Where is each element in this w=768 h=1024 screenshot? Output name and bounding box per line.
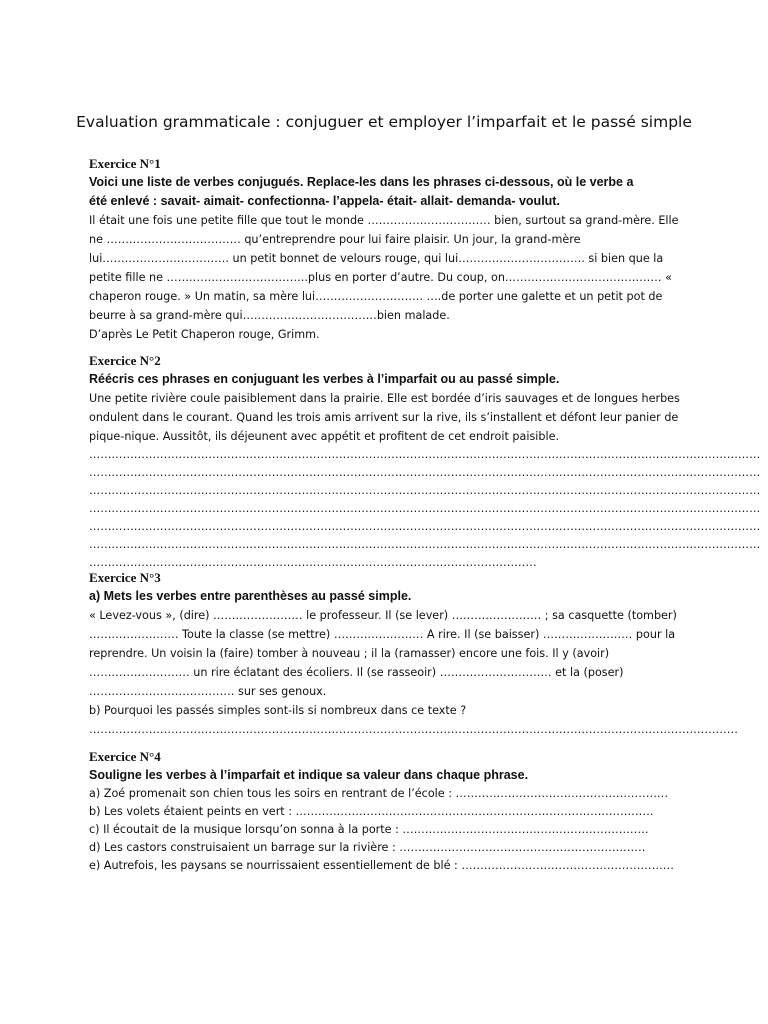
exercise-3-question: b) Pourquoi les passés simples sont-ils si nombreux dans ce texte ? (89, 704, 467, 717)
exercise-4-item: e) Autrefois, les paysans se nourrissaient essentiellement de blé : ………………………………………………… (89, 859, 674, 872)
exercise-2-answer-line: ……………………………………………………………………………………………………………………………………………………………… (89, 520, 761, 533)
exercise-1-text-line: Il était une fois une petite fille que tout le monde …………………………… bien, surtout sa grand-mère. Elle (89, 214, 679, 227)
exercise-1-text-line: ne ……………………………… qu’entreprendre pour lui faire plaisir. Un jour, la grand-mère (89, 233, 581, 246)
exercise-3 (89, 569, 738, 739)
exercise-2-answer-line: ……………………………………………………………………………………………………………………………………………………………… (89, 466, 761, 479)
exercise-1-text-line: beurre à sa grand-mère qui………………………………bien malade. (89, 309, 450, 322)
exercise-3-heading: Exercice N°3 (89, 570, 161, 585)
exercise-3-text-line: « Levez-vous », (dire) …………………… le professeur. Il (se lever) …………………… ; sa casquette (tomber) (89, 609, 677, 622)
exercise-3-answer-line: ………………………………………………………………………………………………………………………………………………………… (89, 723, 738, 736)
exercise-2-text-line: ondulent dans le courant. Quand les trois amis arrivent sur la rive, ils s’installent et défont leur panier de (89, 411, 679, 424)
exercise-2-text-line: Une petite rivière coule paisiblement dans la prairie. Elle est bordée d’iris sauvages et de longues herbes (89, 392, 680, 405)
exercise-4-item: b) Les volets étaient peints en vert : …………………………………………………………………………………… (89, 805, 654, 818)
exercise-4-item: d) Les castors construisaient un barrage sur la rivière : ………………………………………………………… (89, 841, 646, 854)
exercise-2-answer-line: ……………………………………………………………………………………………………………………………………………………………… (89, 502, 761, 515)
exercise-2-heading: Exercice N°2 (89, 353, 161, 368)
exercise-2-answer-line: ……………………………………………………………………………………………………………………………………………………………… (89, 448, 761, 461)
exercise-2-answer-line: ……………………………………………………………………………………………………………………………………………………………… (89, 484, 761, 497)
exercise-3-text-line: ……………………… un rire éclatant des écoliers. Il (se rasseoir) ………………………… et la (poser) (89, 666, 624, 679)
exercise-1-text-line: petite fille ne ………………………………..plus en porter d’autre. Du coup, on…………………………………… « (89, 271, 672, 284)
exercise-3-text-line: …………………… Toute la classe (se mettre) …………………… A rire. Il (se baisser) …………………… pour la (89, 628, 676, 641)
exercise-1-instruction-line: Voici une liste de verbes conjugués. Replace-les dans les phrases ci-dessous, où le verbe a (89, 175, 634, 189)
exercise-2-answer-line: ……………………………………………………………………………………………………………………………………………………………… (89, 538, 761, 551)
exercise-4 (89, 748, 689, 875)
exercise-2-text-line: pique-nique. Aussitôt, ils déjeunent avec appétit et profitent de cet endroit paisible. (89, 430, 560, 443)
exercise-2-answer-line: ………………………………………………………………………………………………………… (89, 556, 537, 569)
exercise-3-instruction: a) Mets les verbes entre parenthèses au passé simple. (89, 589, 412, 603)
exercise-3-text-line: reprendre. Un voisin la (faire) tomber à nouveau ; il la (ramasser) encore une fois. Il y (avoir) (89, 647, 610, 660)
exercise-4-item: c) Il écoutait de la musique lorsqu’on sonna à la porte : ………………………………………………………… (89, 823, 649, 836)
exercise-1-text-line: lui……………………………. un petit bonnet de velours rouge, qui lui……………………………. si bien que la (89, 252, 664, 265)
exercise-1 (89, 155, 689, 344)
exercise-4-heading: Exercice N°4 (89, 749, 161, 764)
exercise-2-instruction: Réécris ces phrases en conjuguant les verbes à l’imparfait ou au passé simple. (89, 372, 560, 386)
exercise-1-heading: Exercice N°1 (89, 156, 161, 171)
exercise-4-item: a) Zoé promenait son chien tous les soirs en rentrant de l’école : ………………………………………………… (89, 787, 669, 800)
exercise-1-source: D’après Le Petit Chaperon rouge, Grimm. (89, 328, 320, 341)
exercise-1-instruction-line: été enlevé : savait- aimait- confectionna- l’appela- était- allait- demanda- voulut. (89, 194, 560, 208)
exercise-2 (89, 352, 761, 572)
exercise-3-text-line: ………………………………… sur ses genoux. (89, 685, 327, 698)
exercise-4-instruction: Souligne les verbes à l’imparfait et indique sa valeur dans chaque phrase. (89, 768, 529, 782)
page-title: Evaluation grammaticale : conjuguer et employer l’imparfait et le passé simple (76, 113, 692, 131)
exercise-1-text-line: chaperon rouge. » Un matin, sa mère lui……………………….. ….de porter une galette et un petit pot de (89, 290, 663, 303)
